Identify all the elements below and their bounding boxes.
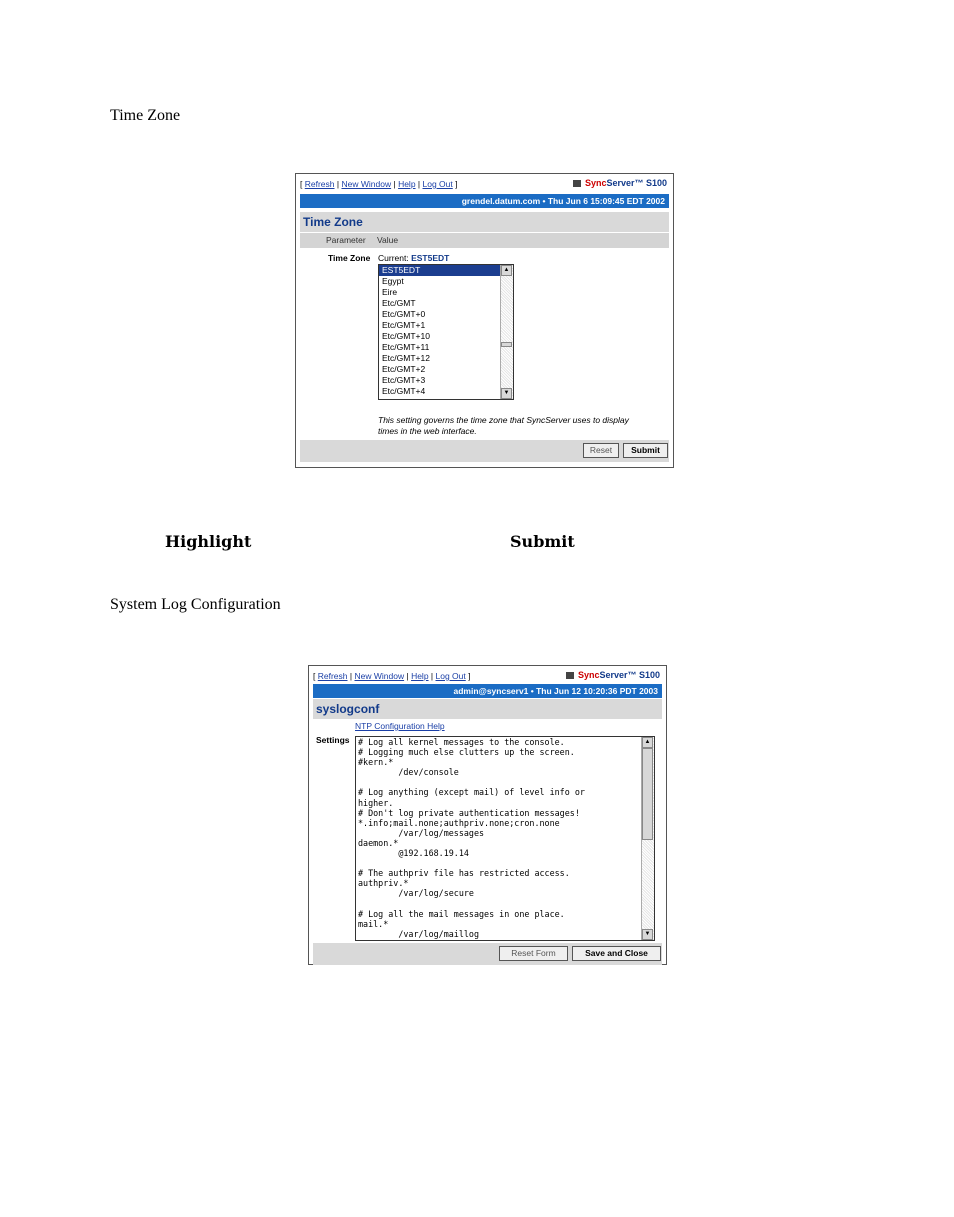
time-zone-option[interactable]: Etc/GMT+1: [382, 320, 426, 330]
syslog-line: /var/log/messages: [358, 827, 485, 838]
scroll-up-arrow-icon[interactable]: ▲: [501, 265, 512, 276]
scrollbar[interactable]: [641, 737, 654, 940]
instruction-highlight-word: Highlight: [165, 532, 252, 551]
help-text: [378, 415, 629, 437]
new-window-link[interactable]: New Window: [341, 179, 392, 189]
nav-separator: |: [393, 179, 396, 189]
syslog-line: # The authpriv file has restricted access.: [358, 868, 570, 879]
nav-bracket: ]: [468, 671, 471, 681]
syslog-line: [356, 777, 654, 787]
nav-bracket: [: [313, 671, 316, 681]
button-bar: [313, 943, 662, 965]
scroll-up-arrow-icon[interactable]: ▲: [642, 737, 653, 748]
save-and-close-button[interactable]: Save and Close: [572, 946, 661, 961]
scroll-down-arrow-icon[interactable]: ▼: [501, 388, 512, 399]
nav-bracket: [: [300, 179, 303, 189]
time-zone-option[interactable]: EST5EDT: [379, 265, 513, 276]
syslog-line: /dev/console: [358, 767, 459, 778]
refresh-link[interactable]: Refresh: [317, 671, 348, 681]
refresh-link[interactable]: Refresh: [304, 179, 335, 189]
syslog-line: # Log anything (except mail) of level info or: [358, 787, 585, 798]
time-zone-option[interactable]: Etc/GMT+0: [382, 309, 426, 319]
current-value: EST5EDT: [411, 253, 450, 263]
time-zone-screenshot: [295, 173, 674, 468]
time-zone-option[interactable]: Etc/GMT+3: [382, 375, 426, 385]
instruction-submit-word: Submit: [510, 532, 575, 551]
brand-logo: [573, 178, 667, 188]
top-nav: [300, 179, 458, 189]
syslog-line: authpriv.*: [358, 878, 409, 889]
time-zone-option[interactable]: Etc/GMT+12: [382, 353, 430, 363]
syslog-content: [356, 737, 654, 939]
time-zone-option[interactable]: Etc/GMT+4: [382, 386, 426, 396]
button-bar: [300, 440, 669, 462]
time-zone-option[interactable]: Etc/GMT: [382, 298, 416, 308]
time-zone-option[interactable]: Etc/GMT+10: [382, 331, 430, 341]
syslog-line: higher.: [358, 797, 394, 808]
col-parameter: Parameter: [326, 235, 366, 245]
time-zone-label: Time Zone: [328, 253, 371, 263]
syslog-line: # Log all the mail messages in one place.: [358, 908, 565, 919]
time-zone-option[interactable]: Etc/GMT+11: [382, 342, 430, 352]
printer-icon[interactable]: [566, 672, 574, 679]
nav-separator: |: [417, 179, 421, 189]
scroll-thumb[interactable]: [642, 748, 653, 840]
syslog-line: # Logging much else clutters up the screen.: [358, 747, 575, 758]
syslog-line: mail.*: [358, 918, 389, 929]
page-title: syslogconf: [313, 699, 662, 719]
time-zone-option[interactable]: Egypt: [382, 276, 404, 286]
reset-form-button[interactable]: Reset Form: [499, 946, 568, 961]
logout-link[interactable]: Log Out: [422, 179, 453, 189]
brand-sync: Sync: [577, 670, 600, 680]
brand-server: Server™ S100: [606, 178, 667, 188]
scroll-thumb[interactable]: [501, 342, 512, 347]
nav-separator: |: [406, 671, 409, 681]
section-heading-syslog: System Log Configuration: [110, 596, 281, 613]
top-nav: [313, 671, 471, 681]
syslog-screenshot: [308, 665, 667, 965]
syslog-line: daemon.*: [358, 837, 399, 848]
printer-icon[interactable]: [573, 180, 581, 187]
settings-label: Settings: [316, 735, 350, 745]
help-link[interactable]: Help: [398, 179, 416, 189]
scrollbar[interactable]: [500, 265, 513, 399]
page-title: Time Zone: [300, 212, 669, 232]
syslog-line: @192.168.19.14: [358, 848, 469, 859]
brand-logo: [566, 670, 660, 680]
syslog-settings-textarea[interactable]: [355, 736, 655, 941]
help-line: This setting governs the time zone that SyncServer uses to display: [378, 415, 629, 425]
time-zone-option[interactable]: Eire: [382, 287, 398, 297]
syslog-line: # Don't log private authentication messages!: [358, 807, 580, 818]
section-heading-time-zone: Time Zone: [110, 107, 181, 124]
logout-link[interactable]: Log Out: [435, 671, 466, 681]
syslog-line: # Log all kernel messages to the console.: [358, 737, 565, 747]
submit-button[interactable]: Submit: [623, 443, 668, 458]
status-bar: admin@syncserv1 • Thu Jun 12 10:20:36 PDT 2003: [313, 684, 662, 698]
current-label: Current:: [378, 253, 409, 263]
syslog-line: /var/log/maillog: [358, 928, 480, 939]
reset-button[interactable]: Reset: [583, 443, 619, 458]
syslog-line: [356, 858, 654, 868]
time-zone-option[interactable]: Etc/GMT+2: [382, 364, 426, 374]
brand-sync: Sync: [584, 178, 607, 188]
col-value: Value: [377, 235, 399, 245]
current-value-row: [378, 253, 449, 263]
syslog-line: *.info;mail.none;authpriv.none;cron.none: [358, 817, 560, 828]
status-bar: grendel.datum.com • Thu Jun 6 15:09:45 EDT 2002: [300, 194, 669, 208]
time-zone-select[interactable]: [378, 264, 514, 400]
help-line: times in the web interface.: [378, 426, 477, 436]
table-header: [300, 233, 669, 248]
new-window-link[interactable]: New Window: [354, 671, 405, 681]
syslog-line: #kern.*: [358, 757, 394, 768]
brand-server: Server™ S100: [599, 670, 660, 680]
nav-bracket: ]: [455, 179, 458, 189]
syslog-line: [356, 899, 654, 909]
nav-separator: |: [349, 671, 353, 681]
scroll-down-arrow-icon[interactable]: ▼: [642, 929, 653, 940]
nav-separator: |: [430, 671, 434, 681]
time-zone-options: [379, 265, 513, 397]
nav-separator: |: [336, 179, 340, 189]
help-link[interactable]: Help: [411, 671, 429, 681]
ntp-configuration-help-link[interactable]: NTP Configuration Help: [355, 721, 445, 731]
syslog-line: /var/log/secure: [358, 888, 474, 899]
